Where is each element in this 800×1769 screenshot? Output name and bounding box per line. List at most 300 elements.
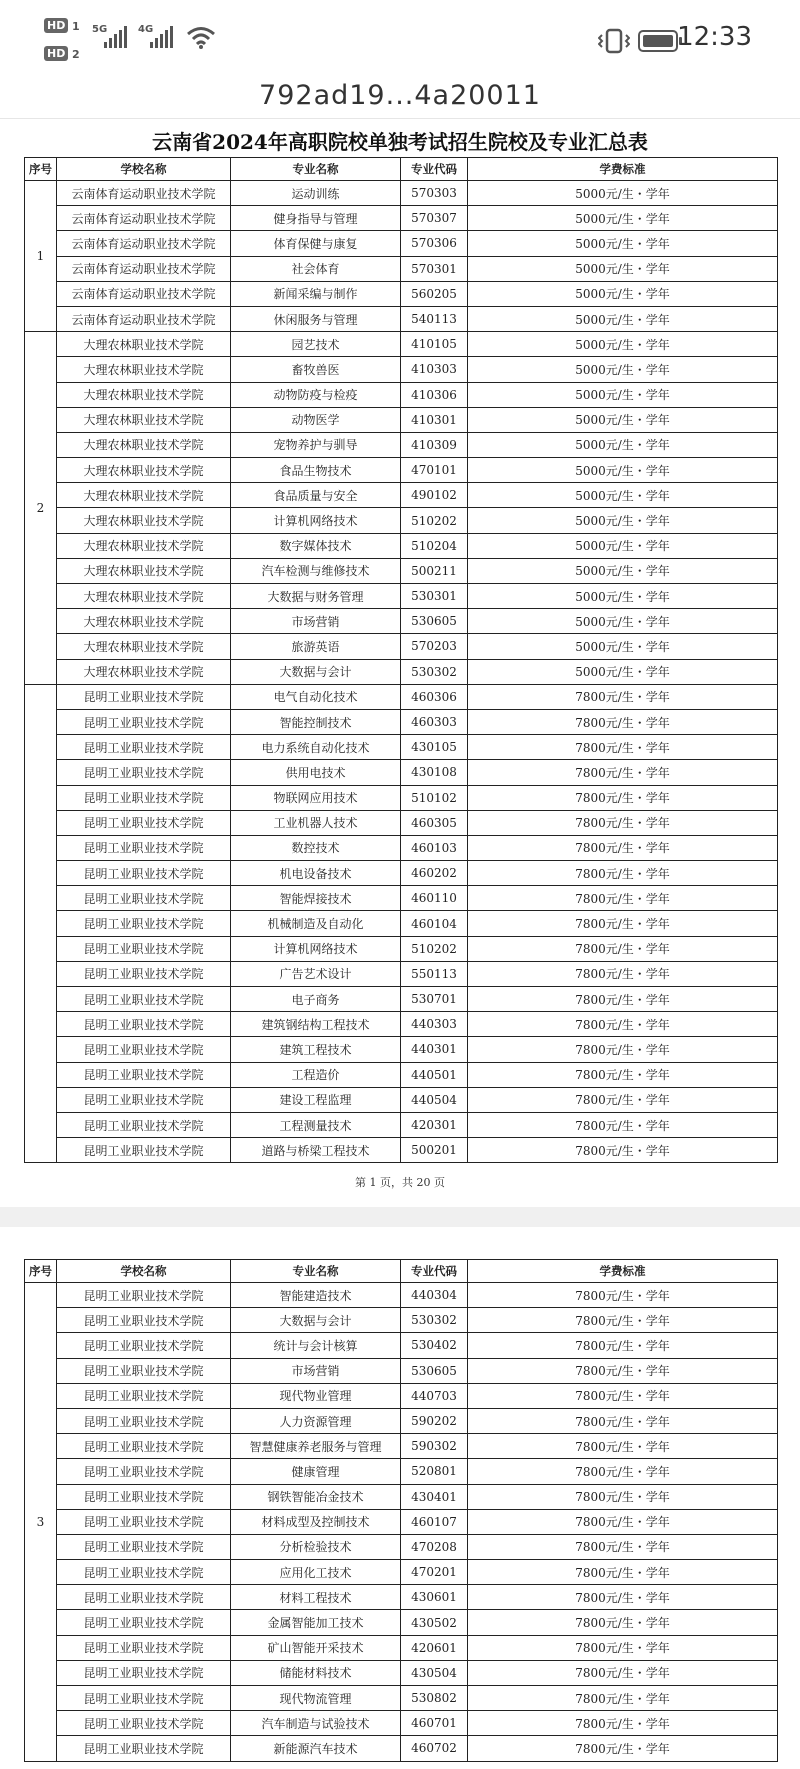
table-row <box>25 533 778 558</box>
tuition-cell: 7800元/生・学年 <box>468 1308 778 1333</box>
table-row <box>25 987 778 1012</box>
code-cell: 410306 <box>401 382 468 407</box>
wifi-icon <box>186 26 216 50</box>
school-cell: 昆明工业职业技术学院 <box>57 1484 231 1509</box>
tuition-cell: 7800元/生・学年 <box>468 1711 778 1736</box>
code-cell: 570306 <box>401 231 468 256</box>
tuition-cell: 7800元/生・学年 <box>468 987 778 1012</box>
tuition-cell: 5000元/生・学年 <box>468 558 778 583</box>
sim-2-label: 2 <box>72 48 80 61</box>
header-tuition: 学费标准 <box>468 158 778 181</box>
table-row <box>25 1686 778 1711</box>
table-row <box>25 861 778 886</box>
school-cell: 昆明工业职业技术学院 <box>57 1635 231 1660</box>
school-cell: 昆明工业职业技术学院 <box>57 1012 231 1037</box>
school-cell: 昆明工业职业技术学院 <box>57 1087 231 1112</box>
school-cell: 大理农林职业技术学院 <box>57 558 231 583</box>
tuition-cell: 5000元/生・学年 <box>468 407 778 432</box>
school-cell: 云南体育运动职业技术学院 <box>57 256 231 281</box>
major-cell: 食品质量与安全 <box>231 483 401 508</box>
table-header-row <box>25 158 778 181</box>
code-cell: 530302 <box>401 1308 468 1333</box>
table-row <box>25 1383 778 1408</box>
table-row <box>25 181 778 206</box>
table-row <box>25 231 778 256</box>
tuition-cell: 7800元/生・学年 <box>468 1635 778 1660</box>
signal-icon <box>104 26 130 50</box>
school-cell: 昆明工业职业技术学院 <box>57 1333 231 1358</box>
major-cell: 计算机网络技术 <box>231 936 401 961</box>
table-row <box>25 886 778 911</box>
tuition-cell: 5000元/生・学年 <box>468 508 778 533</box>
tuition-cell: 5000元/生・学年 <box>468 231 778 256</box>
major-cell: 新能源汽车技术 <box>231 1736 401 1761</box>
code-cell: 490102 <box>401 483 468 508</box>
page-footer: 第 1 页，共 20 页 <box>355 1176 445 1189</box>
table-row <box>25 1434 778 1459</box>
table-row <box>25 1560 778 1585</box>
major-cell: 供用电技术 <box>231 760 401 785</box>
code-cell: 470201 <box>401 1560 468 1585</box>
network-5g-label: 5G <box>92 24 108 35</box>
tuition-cell: 5000元/生・学年 <box>468 533 778 558</box>
school-cell: 昆明工业职业技术学院 <box>57 785 231 810</box>
code-cell: 410309 <box>401 432 468 457</box>
tuition-cell: 5000元/生・学年 <box>468 659 778 684</box>
header-tuition: 学费标准 <box>468 1260 778 1283</box>
major-cell: 应用化工技术 <box>231 1560 401 1585</box>
table-row <box>25 558 778 583</box>
major-cell: 体育保健与康复 <box>231 231 401 256</box>
major-cell: 宠物养护与驯导 <box>231 432 401 457</box>
table-row <box>25 1283 778 1308</box>
code-cell: 570307 <box>401 206 468 231</box>
tuition-cell: 5000元/生・学年 <box>468 206 778 231</box>
tuition-cell: 7800元/生・学年 <box>468 1509 778 1534</box>
school-cell: 大理农林职业技术学院 <box>57 609 231 634</box>
table-row <box>25 1012 778 1037</box>
code-cell: 460104 <box>401 911 468 936</box>
table-row <box>25 458 778 483</box>
code-cell: 460103 <box>401 835 468 860</box>
major-cell: 物联网应用技术 <box>231 785 401 810</box>
tuition-cell: 7800元/生・学年 <box>468 1610 778 1635</box>
school-cell: 昆明工业职业技术学院 <box>57 760 231 785</box>
table-row <box>25 1484 778 1509</box>
major-cell: 广告艺术设计 <box>231 961 401 986</box>
table-row <box>25 1062 778 1087</box>
major-cell: 钢铁智能冶金技术 <box>231 1484 401 1509</box>
school-cell: 大理农林职业技术学院 <box>57 357 231 382</box>
code-cell: 530302 <box>401 659 468 684</box>
clock: 12:33 <box>677 22 752 52</box>
major-cell: 材料工程技术 <box>231 1585 401 1610</box>
major-cell: 电气自动化技术 <box>231 684 401 709</box>
header-code: 专业代码 <box>401 1260 468 1283</box>
table-row <box>25 1408 778 1433</box>
code-cell: 430502 <box>401 1610 468 1635</box>
major-cell: 市场营销 <box>231 1358 401 1383</box>
table-row <box>25 810 778 835</box>
school-cell: 云南体育运动职业技术学院 <box>57 281 231 306</box>
table-row <box>25 709 778 734</box>
code-cell: 500201 <box>401 1138 468 1163</box>
major-cell: 休闲服务与管理 <box>231 306 401 331</box>
code-cell: 440703 <box>401 1383 468 1408</box>
table-row <box>25 936 778 961</box>
school-cell: 昆明工业职业技术学院 <box>57 1408 231 1433</box>
school-cell: 大理农林职业技术学院 <box>57 432 231 457</box>
major-cell: 大数据与财务管理 <box>231 584 401 609</box>
school-cell: 昆明工业职业技术学院 <box>57 1610 231 1635</box>
school-cell: 昆明工业职业技术学院 <box>57 709 231 734</box>
school-cell: 昆明工业职业技术学院 <box>57 1585 231 1610</box>
school-cell: 昆明工业职业技术学院 <box>57 911 231 936</box>
school-cell: 大理农林职业技术学院 <box>57 508 231 533</box>
header-seq: 序号 <box>25 158 57 181</box>
signal-icon <box>150 26 176 50</box>
code-cell: 510204 <box>401 533 468 558</box>
school-cell: 大理农林职业技术学院 <box>57 483 231 508</box>
school-cell: 大理农林职业技术学院 <box>57 382 231 407</box>
tuition-cell: 5000元/生・学年 <box>468 181 778 206</box>
tuition-cell: 7800元/生・学年 <box>468 709 778 734</box>
major-cell: 材料成型及控制技术 <box>231 1509 401 1534</box>
table-row <box>25 835 778 860</box>
tuition-cell: 7800元/生・学年 <box>468 810 778 835</box>
code-cell: 590202 <box>401 1408 468 1433</box>
tuition-cell: 7800元/生・学年 <box>468 1138 778 1163</box>
school-cell: 昆明工业职业技术学院 <box>57 684 231 709</box>
vibrate-icon <box>598 28 630 54</box>
major-cell: 数字媒体技术 <box>231 533 401 558</box>
major-cell: 道路与桥梁工程技术 <box>231 1138 401 1163</box>
tuition-cell: 7800元/生・学年 <box>468 961 778 986</box>
table-row <box>25 1087 778 1112</box>
table-row <box>25 911 778 936</box>
school-cell: 大理农林职业技术学院 <box>57 533 231 558</box>
code-cell: 460701 <box>401 1711 468 1736</box>
major-cell: 健康管理 <box>231 1459 401 1484</box>
tuition-cell: 7800元/生・学年 <box>468 684 778 709</box>
major-cell: 园艺技术 <box>231 332 401 357</box>
tuition-cell: 5000元/生・学年 <box>468 382 778 407</box>
major-cell: 旅游英语 <box>231 634 401 659</box>
code-cell: 460202 <box>401 861 468 886</box>
tuition-cell: 7800元/生・学年 <box>468 886 778 911</box>
tuition-cell: 7800元/生・学年 <box>468 1062 778 1087</box>
major-cell: 工业机器人技术 <box>231 810 401 835</box>
code-cell: 430105 <box>401 735 468 760</box>
tuition-cell: 7800元/生・学年 <box>468 1087 778 1112</box>
tuition-cell: 7800元/生・学年 <box>468 1358 778 1383</box>
code-cell: 460110 <box>401 886 468 911</box>
code-cell: 530802 <box>401 1686 468 1711</box>
tuition-cell: 7800元/生・学年 <box>468 1560 778 1585</box>
sim-1-label: 1 <box>72 20 80 33</box>
code-cell: 520801 <box>401 1459 468 1484</box>
table-row <box>25 1138 778 1163</box>
tuition-cell: 7800元/生・学年 <box>468 760 778 785</box>
tuition-cell: 5000元/生・学年 <box>468 483 778 508</box>
school-cell: 昆明工业职业技术学院 <box>57 1283 231 1308</box>
document-file-name: 792ad19...4a20011 <box>259 80 541 111</box>
code-cell: 420301 <box>401 1112 468 1137</box>
school-cell: 昆明工业职业技术学院 <box>57 1711 231 1736</box>
major-cell: 智能焊接技术 <box>231 886 401 911</box>
school-cell: 云南体育运动职业技术学院 <box>57 181 231 206</box>
table-row <box>25 1333 778 1358</box>
school-cell: 云南体育运动职业技术学院 <box>57 206 231 231</box>
tuition-cell: 7800元/生・学年 <box>468 1484 778 1509</box>
code-cell: 530701 <box>401 987 468 1012</box>
major-cell: 人力资源管理 <box>231 1408 401 1433</box>
school-cell: 昆明工业职业技术学院 <box>57 1358 231 1383</box>
code-cell: 550113 <box>401 961 468 986</box>
tuition-cell: 7800元/生・学年 <box>468 1012 778 1037</box>
school-cell: 昆明工业职业技术学院 <box>57 1509 231 1534</box>
table-row <box>25 281 778 306</box>
table-row <box>25 332 778 357</box>
tuition-cell: 5000元/生・学年 <box>468 332 778 357</box>
table-row <box>25 1112 778 1137</box>
school-cell: 昆明工业职业技术学院 <box>57 1434 231 1459</box>
table-row <box>25 1037 778 1062</box>
code-cell: 510202 <box>401 936 468 961</box>
code-cell: 470101 <box>401 458 468 483</box>
major-cell: 统计与会计核算 <box>231 1333 401 1358</box>
code-cell: 590302 <box>401 1434 468 1459</box>
school-cell: 昆明工业职业技术学院 <box>57 861 231 886</box>
school-cell: 昆明工业职业技术学院 <box>57 835 231 860</box>
major-cell: 电力系统自动化技术 <box>231 735 401 760</box>
table-row <box>25 634 778 659</box>
table-row <box>25 584 778 609</box>
major-cell: 新闻采编与制作 <box>231 281 401 306</box>
code-cell: 440301 <box>401 1037 468 1062</box>
school-cell: 昆明工业职业技术学院 <box>57 1686 231 1711</box>
tuition-cell: 7800元/生・学年 <box>468 1333 778 1358</box>
code-cell: 510202 <box>401 508 468 533</box>
table-row <box>25 407 778 432</box>
table-row <box>25 1459 778 1484</box>
tuition-cell: 7800元/生・学年 <box>468 1037 778 1062</box>
header-school: 学校名称 <box>57 1260 231 1283</box>
tuition-cell: 7800元/生・学年 <box>468 1112 778 1137</box>
tuition-cell: 7800元/生・学年 <box>468 735 778 760</box>
school-cell: 大理农林职业技术学院 <box>57 659 231 684</box>
major-cell: 工程测量技术 <box>231 1112 401 1137</box>
code-cell: 410105 <box>401 332 468 357</box>
table-row <box>25 1308 778 1333</box>
table-row <box>25 382 778 407</box>
seq-cell: 1 <box>25 181 57 332</box>
major-cell: 大数据与会计 <box>231 659 401 684</box>
table-row <box>25 1736 778 1761</box>
code-cell: 440303 <box>401 1012 468 1037</box>
header-major: 专业名称 <box>231 158 401 181</box>
school-cell: 昆明工业职业技术学院 <box>57 1112 231 1137</box>
major-cell: 大数据与会计 <box>231 1308 401 1333</box>
tuition-cell: 5000元/生・学年 <box>468 609 778 634</box>
code-cell: 570301 <box>401 256 468 281</box>
code-cell: 410301 <box>401 407 468 432</box>
code-cell: 430504 <box>401 1660 468 1685</box>
code-cell: 430601 <box>401 1585 468 1610</box>
table-row <box>25 785 778 810</box>
major-cell: 智能控制技术 <box>231 709 401 734</box>
table-row <box>25 432 778 457</box>
school-cell: 昆明工业职业技术学院 <box>57 1560 231 1585</box>
major-cell: 社会体育 <box>231 256 401 281</box>
code-cell: 570203 <box>401 634 468 659</box>
page-title: 云南省2024年高职院校单独考试招生院校及专业汇总表 <box>152 130 648 154</box>
summary-table-page-1 <box>24 157 778 1163</box>
major-cell: 机电设备技术 <box>231 861 401 886</box>
code-cell: 460107 <box>401 1509 468 1534</box>
code-cell: 460303 <box>401 709 468 734</box>
major-cell: 智能建造技术 <box>231 1283 401 1308</box>
tuition-cell: 7800元/生・学年 <box>468 1534 778 1559</box>
tuition-cell: 5000元/生・学年 <box>468 584 778 609</box>
code-cell: 570303 <box>401 181 468 206</box>
code-cell: 440501 <box>401 1062 468 1087</box>
table-row <box>25 256 778 281</box>
header-seq: 序号 <box>25 1260 57 1283</box>
table-row <box>25 357 778 382</box>
table-body <box>25 1283 778 1762</box>
major-cell: 市场营销 <box>231 609 401 634</box>
table-row <box>25 1534 778 1559</box>
code-cell: 440504 <box>401 1087 468 1112</box>
school-cell: 昆明工业职业技术学院 <box>57 1037 231 1062</box>
table-row <box>25 1635 778 1660</box>
table-row <box>25 1610 778 1635</box>
school-cell: 昆明工业职业技术学院 <box>57 1308 231 1333</box>
major-cell: 动物医学 <box>231 407 401 432</box>
school-cell: 昆明工业职业技术学院 <box>57 961 231 986</box>
major-cell: 智慧健康养老服务与管理 <box>231 1434 401 1459</box>
major-cell: 机械制造及自动化 <box>231 911 401 936</box>
tuition-cell: 7800元/生・学年 <box>468 1660 778 1685</box>
table-row <box>25 483 778 508</box>
school-cell: 昆明工业职业技术学院 <box>57 1062 231 1087</box>
code-cell: 460702 <box>401 1736 468 1761</box>
code-cell: 530605 <box>401 1358 468 1383</box>
major-cell: 汽车制造与试验技术 <box>231 1711 401 1736</box>
code-cell: 530301 <box>401 584 468 609</box>
page-separator <box>0 1207 800 1227</box>
tuition-cell: 7800元/生・学年 <box>468 1434 778 1459</box>
major-cell: 建设工程监理 <box>231 1087 401 1112</box>
tuition-cell: 7800元/生・学年 <box>468 1408 778 1433</box>
major-cell: 金属智能加工技术 <box>231 1610 401 1635</box>
school-cell: 大理农林职业技术学院 <box>57 407 231 432</box>
seq-cell: 2 <box>25 332 57 685</box>
table-row <box>25 508 778 533</box>
code-cell: 460306 <box>401 684 468 709</box>
code-cell: 530605 <box>401 609 468 634</box>
school-cell: 昆明工业职业技术学院 <box>57 735 231 760</box>
code-cell: 460305 <box>401 810 468 835</box>
header-major: 专业名称 <box>231 1260 401 1283</box>
status-bar <box>0 0 800 80</box>
tuition-cell: 5000元/生・学年 <box>468 306 778 331</box>
tuition-cell: 5000元/生・学年 <box>468 281 778 306</box>
major-cell: 建筑钢结构工程技术 <box>231 1012 401 1037</box>
major-cell: 储能材料技术 <box>231 1660 401 1685</box>
code-cell: 430401 <box>401 1484 468 1509</box>
major-cell: 建筑工程技术 <box>231 1037 401 1062</box>
seq-cell: 3 <box>25 1283 57 1762</box>
major-cell: 数控技术 <box>231 835 401 860</box>
code-cell: 530402 <box>401 1333 468 1358</box>
table-header-row <box>25 1260 778 1283</box>
school-cell: 昆明工业职业技术学院 <box>57 1736 231 1761</box>
tuition-cell: 5000元/生・学年 <box>468 634 778 659</box>
tuition-cell: 7800元/生・学年 <box>468 1736 778 1761</box>
tuition-cell: 7800元/生・学年 <box>468 1383 778 1408</box>
school-cell: 昆明工业职业技术学院 <box>57 1383 231 1408</box>
tuition-cell: 5000元/生・学年 <box>468 256 778 281</box>
tuition-cell: 7800元/生・学年 <box>468 785 778 810</box>
code-cell: 500211 <box>401 558 468 583</box>
table-row <box>25 609 778 634</box>
summary-table-page-2 <box>24 1259 778 1762</box>
table-body <box>25 181 778 1163</box>
school-cell: 昆明工业职业技术学院 <box>57 1660 231 1685</box>
major-cell: 工程造价 <box>231 1062 401 1087</box>
code-cell: 510102 <box>401 785 468 810</box>
school-cell: 云南体育运动职业技术学院 <box>57 306 231 331</box>
tuition-cell: 7800元/生・学年 <box>468 911 778 936</box>
school-cell: 云南体育运动职业技术学院 <box>57 231 231 256</box>
school-cell: 大理农林职业技术学院 <box>57 458 231 483</box>
school-cell: 昆明工业职业技术学院 <box>57 1534 231 1559</box>
header-code: 专业代码 <box>401 158 468 181</box>
code-cell: 420601 <box>401 1635 468 1660</box>
table-row <box>25 1711 778 1736</box>
major-cell: 现代物业管理 <box>231 1383 401 1408</box>
table-row <box>25 1660 778 1685</box>
seq-cell <box>25 684 57 1163</box>
school-cell: 昆明工业职业技术学院 <box>57 886 231 911</box>
school-cell: 大理农林职业技术学院 <box>57 634 231 659</box>
tuition-cell: 7800元/生・学年 <box>468 835 778 860</box>
tuition-cell: 7800元/生・学年 <box>468 1283 778 1308</box>
table-row <box>25 684 778 709</box>
school-cell: 昆明工业职业技术学院 <box>57 810 231 835</box>
tuition-cell: 5000元/生・学年 <box>468 432 778 457</box>
major-cell: 电子商务 <box>231 987 401 1012</box>
table-row <box>25 1358 778 1383</box>
table-row <box>25 961 778 986</box>
code-cell: 470208 <box>401 1534 468 1559</box>
major-cell: 运动训练 <box>231 181 401 206</box>
major-cell: 食品生物技术 <box>231 458 401 483</box>
header-school: 学校名称 <box>57 158 231 181</box>
table-row <box>25 735 778 760</box>
school-cell: 大理农林职业技术学院 <box>57 332 231 357</box>
tuition-cell: 7800元/生・学年 <box>468 1585 778 1610</box>
divider <box>0 118 800 119</box>
code-cell: 430108 <box>401 760 468 785</box>
table-row <box>25 659 778 684</box>
code-cell: 560205 <box>401 281 468 306</box>
table-row <box>25 306 778 331</box>
major-cell: 矿山智能开采技术 <box>231 1635 401 1660</box>
school-cell: 昆明工业职业技术学院 <box>57 987 231 1012</box>
